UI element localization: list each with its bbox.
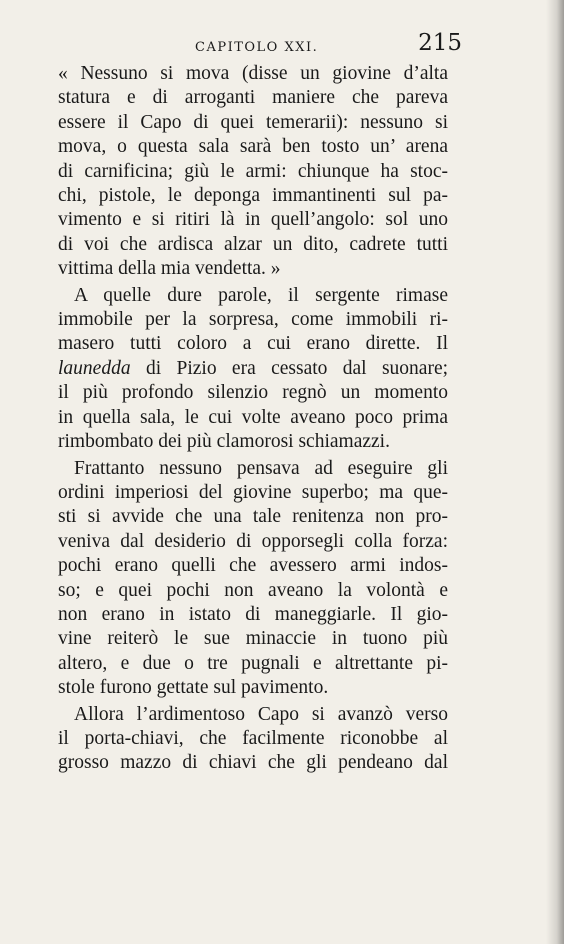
text-line: rimbombato dei più clamorosi schiamazzi. <box>58 431 390 453</box>
paragraph-3 <box>58 457 448 701</box>
paragraph-4 <box>58 703 448 776</box>
text-line: stole furono gettate sul pavimento. <box>58 677 329 699</box>
text-line: chi, pistole, le deponga immantinenti sul pa- <box>58 185 448 207</box>
text-line-with-italic <box>58 357 448 381</box>
page-number: 215 <box>418 30 462 56</box>
text-line: essere il Capo di quei temerarii): nessuno si <box>58 111 448 133</box>
text-line: di voi che ardisca alzar un dito, cadrete tutti <box>58 233 448 255</box>
body-text <box>58 62 448 778</box>
text-line: pochi erano quelli che avessero armi indos- <box>58 555 448 577</box>
text-line: in quella sala, le cui volte aveano poco prima <box>58 406 448 428</box>
text-line: veniva dal desiderio di opporsegli colla forza: <box>58 530 448 552</box>
text-line: « Nessuno si mova (disse un giovine d’alta <box>58 63 448 84</box>
text-line: Allora l’ardimentoso Capo si avanzò verso <box>74 703 448 725</box>
text-line: sti si avvide che una tale renitenza non pro- <box>58 506 448 528</box>
text-line: A quelle dure parole, il sergente rimase <box>74 284 448 306</box>
text-line: mova, o questa sala sarà ben tosto un’ arena <box>58 136 448 158</box>
text-line: vittima della mia vendetta. » <box>58 258 281 280</box>
text-line: il porta-chiavi, che facilmente riconobbe al <box>58 727 448 749</box>
text-line: vimento e si ritiri là in quell’angolo: sol uno <box>58 209 448 231</box>
text-line: immobile per la sorpresa, come immobili ri- <box>58 309 448 331</box>
paragraph-2 <box>58 284 448 455</box>
running-head: CAPITOLO XXI. <box>195 40 319 55</box>
text-line: vine reiterò le sue minaccie in tuono più <box>58 628 448 650</box>
text-line: ordini imperiosi del giovine superbo; ma que- <box>58 481 448 503</box>
text-line: masero tutti coloro a cui erano dirette. Il <box>58 333 448 355</box>
text-line: di carnificina; giù le armi: chiunque ha stoc- <box>58 160 448 182</box>
text-line: statura e di arroganti maniere che pareva <box>58 87 448 109</box>
paragraph-1 <box>58 62 448 282</box>
text-line-rest: di Pizio era cessato dal suonare; <box>145 357 449 379</box>
text-line: Frattanto nessuno pensava ad eseguire gli <box>74 457 448 479</box>
italic-word: launedda <box>58 357 131 379</box>
text-line: non erano in istato di maneggiarle. Il gio- <box>58 603 448 625</box>
page-spine-shadow <box>546 0 564 944</box>
text-line: il più profondo silenzio regnò un momento <box>58 382 448 404</box>
text-line: grosso mazzo di chiavi che gli pendeano dal <box>58 752 448 774</box>
text-line: so; e quei pochi non aveano la volontà e <box>58 579 448 601</box>
text-line: altero, e due o tre pugnali e altrettante pi- <box>58 652 448 674</box>
